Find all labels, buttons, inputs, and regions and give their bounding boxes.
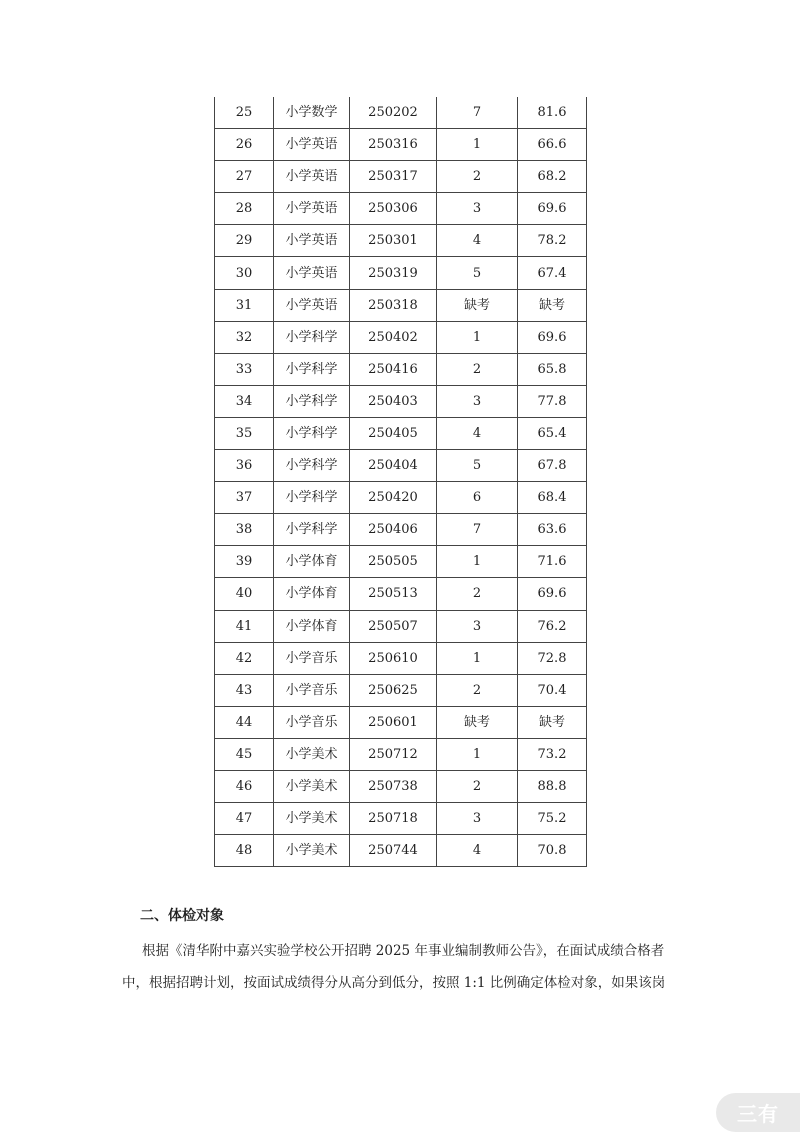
candidate-id-cell: 250625 — [350, 674, 437, 706]
subject-cell: 小学数学 — [274, 97, 350, 129]
rank-cell: 6 — [437, 482, 518, 514]
score-table — [214, 97, 587, 867]
score-cell: 缺考 — [518, 289, 587, 321]
candidate-id-cell: 250738 — [350, 770, 437, 802]
table-row — [215, 353, 587, 385]
table-row — [215, 193, 587, 225]
row-index-cell: 28 — [215, 193, 274, 225]
candidate-id-cell: 250420 — [350, 482, 437, 514]
score-cell: 81.6 — [518, 97, 587, 129]
rank-cell: 4 — [437, 417, 518, 449]
row-index-cell: 36 — [215, 450, 274, 482]
rank-cell: 1 — [437, 642, 518, 674]
rank-cell: 1 — [437, 321, 518, 353]
subject-cell: 小学英语 — [274, 257, 350, 289]
candidate-id-cell: 250513 — [350, 578, 437, 610]
score-cell: 70.4 — [518, 674, 587, 706]
score-cell: 71.6 — [518, 546, 587, 578]
subject-cell: 小学科学 — [274, 385, 350, 417]
score-cell: 68.2 — [518, 161, 587, 193]
table-row — [215, 385, 587, 417]
candidate-id-cell: 250718 — [350, 803, 437, 835]
table-row — [215, 129, 587, 161]
table-row — [215, 674, 587, 706]
table-row — [215, 417, 587, 449]
table-row — [215, 642, 587, 674]
subject-cell: 小学英语 — [274, 193, 350, 225]
subject-cell: 小学美术 — [274, 770, 350, 802]
score-cell: 73.2 — [518, 738, 587, 770]
watermark-logo: 三有 — [716, 1093, 800, 1132]
row-index-cell: 25 — [215, 97, 274, 129]
score-cell: 68.4 — [518, 482, 587, 514]
candidate-id-cell: 250318 — [350, 289, 437, 321]
candidate-id-cell: 250507 — [350, 610, 437, 642]
row-index-cell: 30 — [215, 257, 274, 289]
subject-cell: 小学英语 — [274, 161, 350, 193]
subject-cell: 小学英语 — [274, 225, 350, 257]
subject-cell: 小学英语 — [274, 289, 350, 321]
score-cell: 78.2 — [518, 225, 587, 257]
subject-cell: 小学英语 — [274, 129, 350, 161]
row-index-cell: 27 — [215, 161, 274, 193]
row-index-cell: 44 — [215, 706, 274, 738]
score-cell: 70.8 — [518, 835, 587, 867]
rank-cell: 7 — [437, 97, 518, 129]
rank-cell: 2 — [437, 578, 518, 610]
row-index-cell: 47 — [215, 803, 274, 835]
row-index-cell: 39 — [215, 546, 274, 578]
rank-cell: 2 — [437, 353, 518, 385]
row-index-cell: 33 — [215, 353, 274, 385]
score-cell: 69.6 — [518, 578, 587, 610]
candidate-id-cell: 250317 — [350, 161, 437, 193]
score-cell: 76.2 — [518, 610, 587, 642]
table-row — [215, 706, 587, 738]
rank-cell: 1 — [437, 546, 518, 578]
table-row — [215, 803, 587, 835]
rank-cell: 5 — [437, 450, 518, 482]
subject-cell: 小学科学 — [274, 417, 350, 449]
subject-cell: 小学体育 — [274, 610, 350, 642]
score-cell: 88.8 — [518, 770, 587, 802]
subject-cell: 小学美术 — [274, 835, 350, 867]
subject-cell: 小学音乐 — [274, 674, 350, 706]
score-cell: 69.6 — [518, 193, 587, 225]
subject-cell: 小学科学 — [274, 321, 350, 353]
score-cell: 65.4 — [518, 417, 587, 449]
row-index-cell: 31 — [215, 289, 274, 321]
rank-cell: 2 — [437, 674, 518, 706]
table-row — [215, 770, 587, 802]
rank-cell: 3 — [437, 610, 518, 642]
table-row — [215, 450, 587, 482]
candidate-id-cell: 250301 — [350, 225, 437, 257]
table-row — [215, 578, 587, 610]
row-index-cell: 42 — [215, 642, 274, 674]
body-paragraph — [122, 935, 682, 999]
score-cell: 63.6 — [518, 514, 587, 546]
table-row — [215, 97, 587, 129]
rank-cell: 4 — [437, 835, 518, 867]
candidate-id-cell: 250601 — [350, 706, 437, 738]
subject-cell: 小学美术 — [274, 738, 350, 770]
rank-cell: 2 — [437, 770, 518, 802]
rank-cell: 2 — [437, 161, 518, 193]
row-index-cell: 40 — [215, 578, 274, 610]
candidate-id-cell: 250319 — [350, 257, 437, 289]
row-index-cell: 37 — [215, 482, 274, 514]
row-index-cell: 29 — [215, 225, 274, 257]
score-cell: 75.2 — [518, 803, 587, 835]
paragraph-line-2: 中，根据招聘计划，按面试成绩得分从高分到低分，按照 1:1 比例确定体检对象，如果该岗 — [122, 975, 666, 991]
table-row — [215, 289, 587, 321]
row-index-cell: 48 — [215, 835, 274, 867]
candidate-id-cell: 250406 — [350, 514, 437, 546]
score-cell: 77.8 — [518, 385, 587, 417]
candidate-id-cell: 250404 — [350, 450, 437, 482]
table-row — [215, 225, 587, 257]
candidate-id-cell: 250403 — [350, 385, 437, 417]
subject-cell: 小学音乐 — [274, 642, 350, 674]
table-row — [215, 835, 587, 867]
candidate-id-cell: 250744 — [350, 835, 437, 867]
score-cell: 65.8 — [518, 353, 587, 385]
rank-cell: 3 — [437, 803, 518, 835]
candidate-id-cell: 250712 — [350, 738, 437, 770]
rank-cell: 缺考 — [437, 289, 518, 321]
row-index-cell: 34 — [215, 385, 274, 417]
row-index-cell: 45 — [215, 738, 274, 770]
subject-cell: 小学科学 — [274, 450, 350, 482]
table-row — [215, 161, 587, 193]
table-row — [215, 610, 587, 642]
score-cell: 67.8 — [518, 450, 587, 482]
paragraph-line-1: 根据《清华附中嘉兴实验学校公开招聘 2025 年事业编制教师公告》，在面试成绩合格者 — [142, 943, 665, 959]
subject-cell: 小学音乐 — [274, 706, 350, 738]
table-row — [215, 738, 587, 770]
table-row — [215, 257, 587, 289]
rank-cell: 缺考 — [437, 706, 518, 738]
candidate-id-cell: 250610 — [350, 642, 437, 674]
score-cell: 67.4 — [518, 257, 587, 289]
rank-cell: 1 — [437, 129, 518, 161]
row-index-cell: 43 — [215, 674, 274, 706]
candidate-id-cell: 250306 — [350, 193, 437, 225]
row-index-cell: 35 — [215, 417, 274, 449]
score-cell: 缺考 — [518, 706, 587, 738]
row-index-cell: 32 — [215, 321, 274, 353]
score-table-body — [215, 97, 587, 867]
subject-cell: 小学体育 — [274, 578, 350, 610]
candidate-id-cell: 250405 — [350, 417, 437, 449]
row-index-cell: 26 — [215, 129, 274, 161]
score-cell: 66.6 — [518, 129, 587, 161]
rank-cell: 4 — [437, 225, 518, 257]
rank-cell: 5 — [437, 257, 518, 289]
rank-cell: 1 — [437, 738, 518, 770]
table-row — [215, 321, 587, 353]
score-cell: 69.6 — [518, 321, 587, 353]
row-index-cell: 38 — [215, 514, 274, 546]
candidate-id-cell: 250402 — [350, 321, 437, 353]
candidate-id-cell: 250316 — [350, 129, 437, 161]
table-row — [215, 482, 587, 514]
candidate-id-cell: 250202 — [350, 97, 437, 129]
rank-cell: 7 — [437, 514, 518, 546]
candidate-id-cell: 250505 — [350, 546, 437, 578]
section-title: 二、体检对象 — [140, 908, 224, 924]
subject-cell: 小学美术 — [274, 803, 350, 835]
table-row — [215, 514, 587, 546]
score-cell: 72.8 — [518, 642, 587, 674]
row-index-cell: 41 — [215, 610, 274, 642]
rank-cell: 3 — [437, 385, 518, 417]
row-index-cell: 46 — [215, 770, 274, 802]
candidate-id-cell: 250416 — [350, 353, 437, 385]
rank-cell: 3 — [437, 193, 518, 225]
subject-cell: 小学科学 — [274, 482, 350, 514]
subject-cell: 小学科学 — [274, 353, 350, 385]
subject-cell: 小学科学 — [274, 514, 350, 546]
table-row — [215, 546, 587, 578]
subject-cell: 小学体育 — [274, 546, 350, 578]
